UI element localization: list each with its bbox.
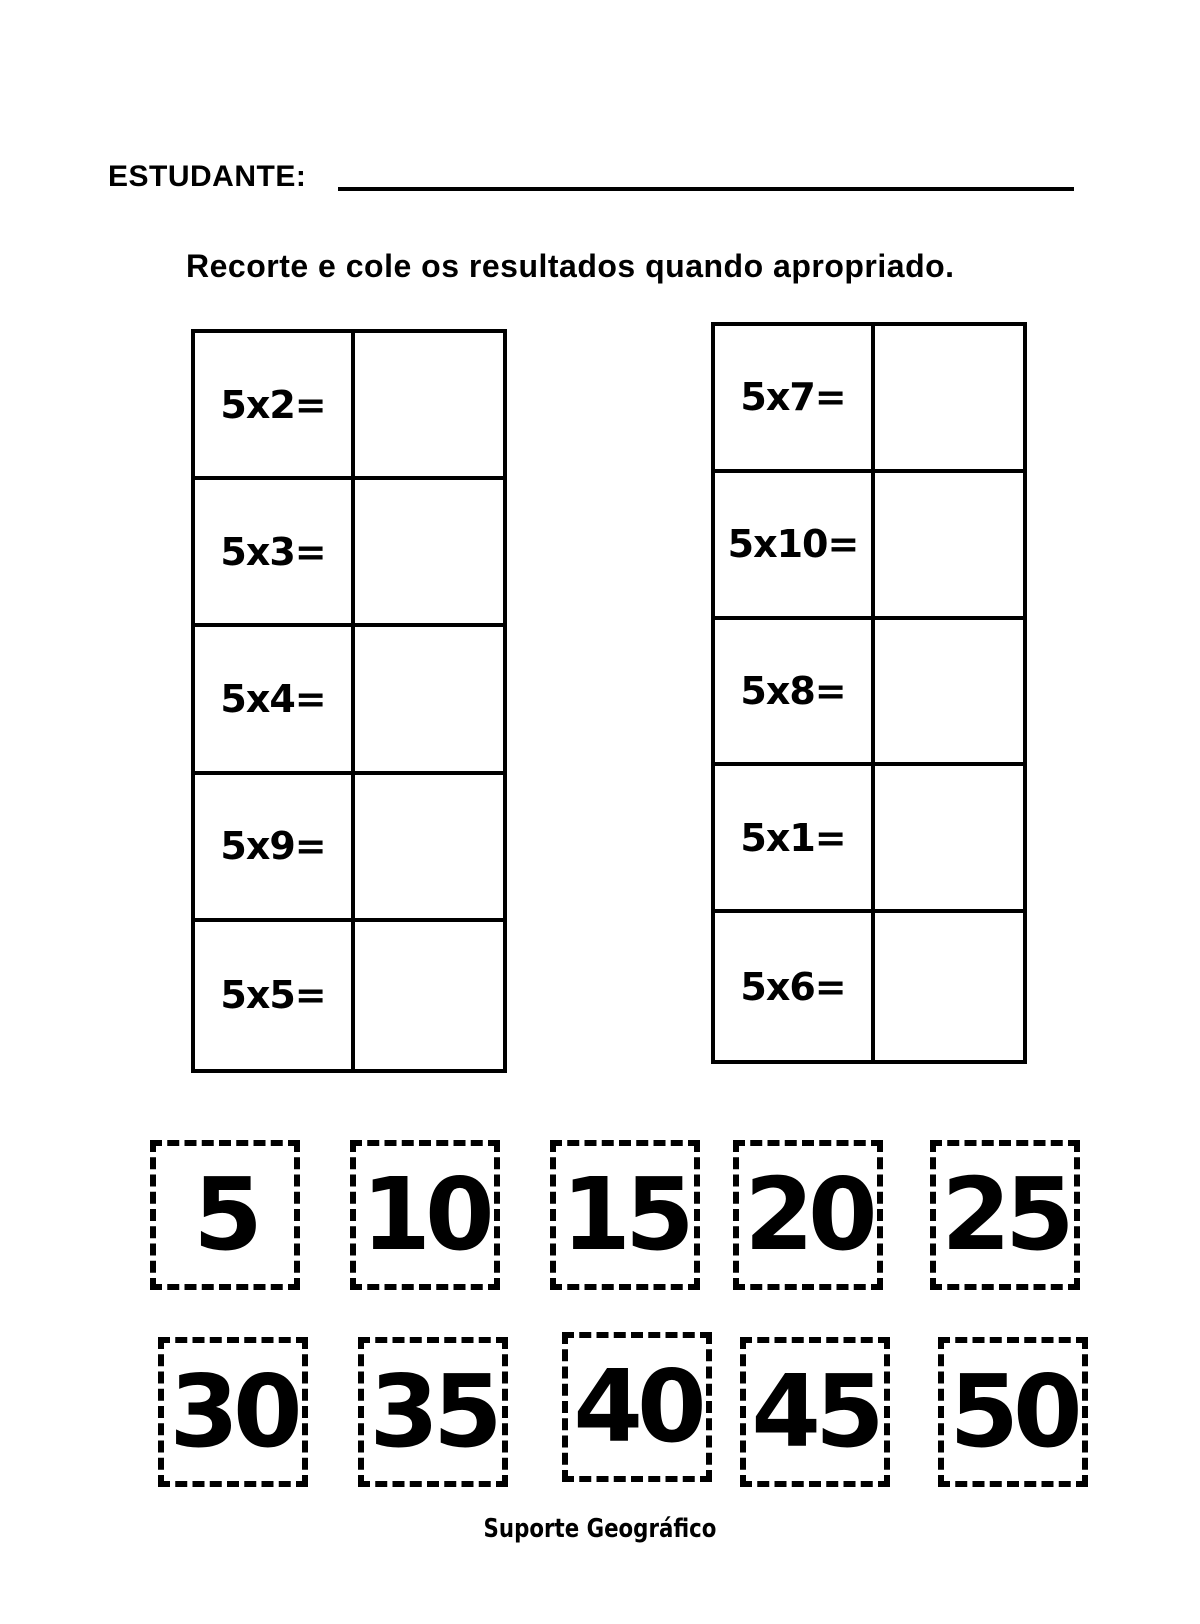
answer-box[interactable]: [875, 473, 1023, 620]
cutout-tile[interactable]: 20: [733, 1140, 883, 1290]
answer-box[interactable]: [355, 480, 503, 627]
cutout-tile[interactable]: 35: [358, 1337, 508, 1487]
answer-box[interactable]: [875, 913, 1023, 1060]
right-multiplication-table: [711, 322, 1027, 1064]
answer-box[interactable]: [875, 620, 1023, 767]
student-name-line[interactable]: [338, 187, 1074, 191]
left-multiplication-table: [191, 329, 507, 1073]
expression-cell: 5x6=: [715, 913, 875, 1060]
expression-cell: 5x1=: [715, 766, 875, 913]
student-label: ESTUDANTE:: [108, 160, 307, 193]
answer-box[interactable]: [875, 326, 1023, 473]
cutout-tile[interactable]: 5: [150, 1140, 300, 1290]
cutout-tile[interactable]: 15: [550, 1140, 700, 1290]
answer-box[interactable]: [355, 775, 503, 922]
expression-cell: 5x2=: [195, 333, 355, 480]
answer-box[interactable]: [355, 627, 503, 774]
cutout-tile[interactable]: 50: [938, 1337, 1088, 1487]
instruction-text: Recorte e cole os resultados quando apropriado.: [186, 248, 955, 284]
expression-cell: 5x10=: [715, 473, 875, 620]
cutout-tile[interactable]: 30: [158, 1337, 308, 1487]
answer-box[interactable]: [355, 922, 503, 1069]
cutout-tile[interactable]: 25: [930, 1140, 1080, 1290]
expression-cell: 5x4=: [195, 627, 355, 774]
answer-box[interactable]: [355, 333, 503, 480]
expression-cell: 5x7=: [715, 326, 875, 473]
expression-cell: 5x5=: [195, 922, 355, 1069]
cutout-tile[interactable]: 10: [350, 1140, 500, 1290]
expression-cell: 5x9=: [195, 775, 355, 922]
expression-cell: 5x8=: [715, 620, 875, 767]
answer-box[interactable]: [875, 766, 1023, 913]
footer-credit: Suporte Geográfico: [483, 1514, 717, 1544]
expression-cell: 5x3=: [195, 480, 355, 627]
cutout-tile[interactable]: 45: [740, 1337, 890, 1487]
cutout-tile[interactable]: 40: [562, 1332, 712, 1482]
